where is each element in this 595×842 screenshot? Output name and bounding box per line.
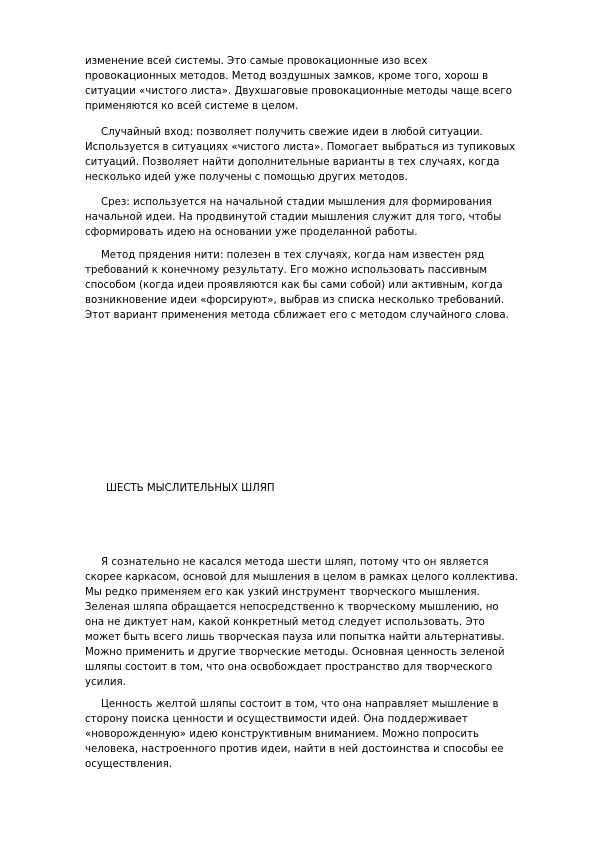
text-line: осуществления.: [85, 759, 172, 770]
text-line: шляпы состоит в том, что она освобождает пространство для творческого: [85, 662, 493, 673]
text-line: ситуации «чистого листа». Двухшаговые провокационные методы чаще всего: [85, 86, 512, 97]
paragraph-six-hats: [85, 555, 545, 690]
text-line: Случайный вход: позволяет получить свежие идеи в любой ситуации.: [101, 127, 483, 138]
text-line: Зеленая шляпа обращается непосредственно к творческому мышлению, но: [85, 602, 499, 613]
paragraph-random-input: [85, 125, 545, 185]
paragraph-yellow-hat: [85, 697, 545, 772]
text-line: «новорожденную» идею конструктивным вниманием. Можно попросить: [85, 729, 480, 740]
text-line: провокационных методов. Метод воздушных замков, кроме того, хорош в: [85, 71, 489, 82]
text-line: требований к конечному результату. Его можно использовать пассивным: [85, 265, 488, 276]
text-line: начальной идеи. На продвинутой стадии мышления служит для того, чтобы: [85, 212, 502, 223]
text-line: сторону поиска ценности и осуществимости идей. Она поддерживает: [85, 714, 468, 725]
text-line: она не диктует нам, какой конкретный метод следует использовать. Это: [85, 617, 485, 628]
text-line: возникновение идеи «форсируют», выбрав из списка несколько требований.: [85, 295, 505, 306]
text-line: применяются ко всей системе в целом.: [85, 101, 299, 112]
text-line: усилия.: [85, 677, 126, 688]
text-line: Метод прядения нити: полезен в тех случаях, когда нам известен ряд: [101, 250, 485, 261]
text-line: Мы редко применяем его как узкий инструмент творческого мышления.: [85, 587, 480, 598]
text-line: способом (когда идеи проявляются как бы сами собой) или активным, когда: [85, 280, 503, 291]
text-line: Я сознательно не касался метода шести шляп, потому что он является: [101, 557, 489, 568]
section-heading: ШЕСТЬ МЫСЛИТЕЛЬНЫХ ШЛЯП: [106, 483, 275, 494]
text-line: Используется в ситуациях «чистого листа». Помогает выбраться из тупиковых: [85, 142, 516, 153]
text-line: Этот вариант применения метода сближает его с методом случайного слова.: [85, 310, 509, 321]
text-line: скорее каркасом, основой для мышления в целом в рамках целого коллектива.: [85, 572, 519, 583]
text-line: сформировать идею на основании уже проделанной работы.: [85, 227, 418, 238]
text-line: несколько идей уже получены с помощью других методов.: [85, 172, 408, 183]
text-line: человека, настроенного против идеи, найти в ней достоинства и способы ее: [85, 744, 504, 755]
paragraph-slice: [85, 195, 545, 240]
text-line: изменение всей системы. Это самые провокационные изо всех: [85, 56, 428, 67]
text-line: ситуаций. Позволяет найти дополнительные варианты в тех случаях, когда: [85, 157, 500, 168]
paragraph-provocation-methods: [85, 54, 545, 114]
text-line: Ценность желтой шляпы состоит в том, что она направляет мышление в: [101, 699, 499, 710]
text-line: Можно применить и другие творческие методы. Основная ценность зеленой: [85, 647, 505, 658]
paragraph-thread-spinning: [85, 248, 545, 323]
text-line: может быть всего лишь творческая пауза или попытка найти альтернативы.: [85, 632, 505, 643]
text-line: Срез: используется на начальной стадии мышления для формирования: [101, 197, 492, 208]
